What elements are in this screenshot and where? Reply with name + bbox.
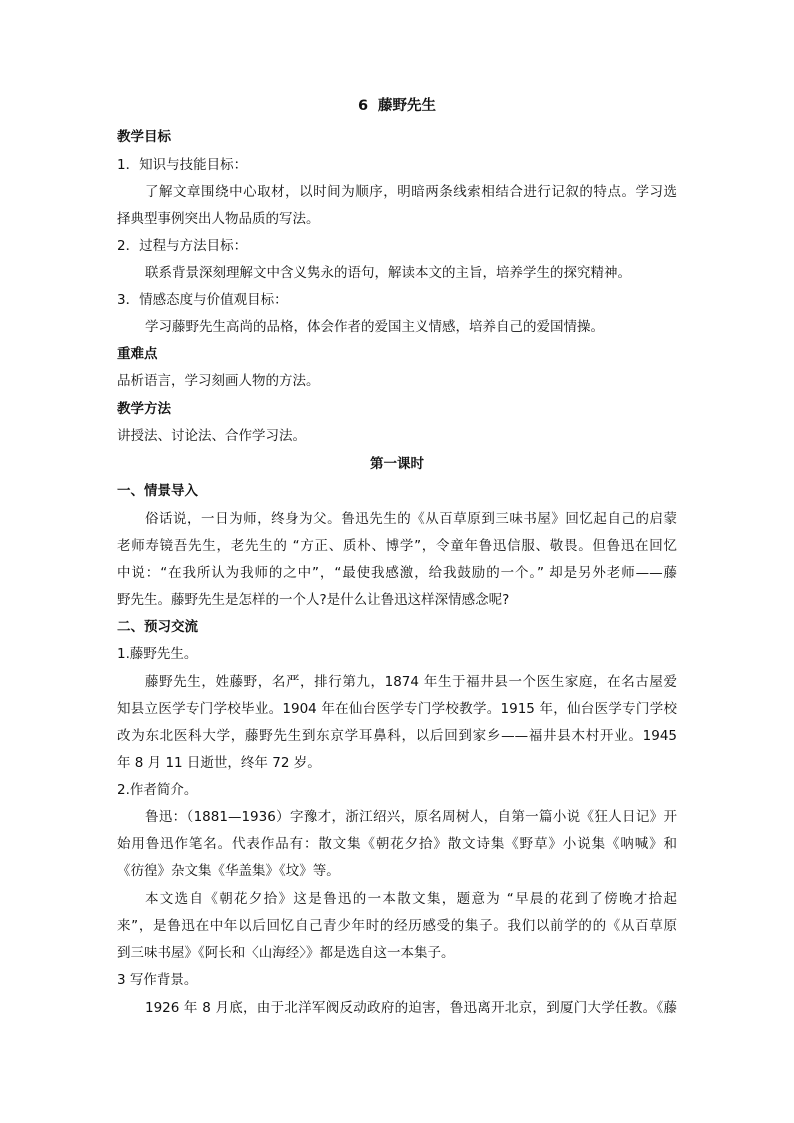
author-paragraph-line: 始用鲁迅作笔名。代表作品有：散文集《朝花夕拾》散文诗集《野草》小说集《呐喊》和 bbox=[117, 836, 677, 852]
fujino-paragraph-line: 改为东北医科大学，藤野先生到东京学耳鼻科，以后回到家乡——福井县木村开业。1945 bbox=[117, 728, 677, 744]
intro-paragraph-line: 野先生。藤野先生是怎样的一个人?是什么让鲁迅这样深情感念呢? bbox=[117, 592, 510, 608]
intro-paragraph-line: 俗话说，一日为师，终身为父。鲁迅先生的《从百草原到三味书屋》回忆起自己的启蒙 bbox=[145, 511, 677, 527]
author-subheading: 2.作者简介。 bbox=[117, 782, 198, 798]
fujino-paragraph-line: 年 8 月 11 日逝世，终年 72 岁。 bbox=[117, 755, 321, 771]
fujino-subheading: 1.藤野先生。 bbox=[117, 646, 198, 662]
objective-1-text-cont: 择典型事例突出人物品质的写法。 bbox=[117, 211, 320, 227]
source-paragraph-line: 来”，是鲁迅在中年以后回忆自己青少年时的经历感受的集子。我们以前学的的《从百草原 bbox=[117, 918, 677, 934]
fujino-paragraph-line: 知县立医学专门学校毕业。1904 年在仙台医学专门学校教学。1915 年，仙台医学专门学校 bbox=[117, 701, 677, 717]
background-paragraph-line: 1926 年 8 月底，由于北洋军阀反动政府的迫害，鲁迅离开北京，到厦门大学任教。《藤 bbox=[145, 1000, 677, 1016]
objective-2-label: 2．过程与方法目标： bbox=[117, 238, 248, 254]
objective-3-label: 3．情感态度与价值观目标： bbox=[117, 292, 288, 308]
methods-text: 讲授法、讨论法、合作学习法。 bbox=[117, 428, 306, 444]
fujino-paragraph-line: 藤野先生，姓藤野，名严，排行第九，1874 年生于福井县一个医生家庭，在名古屋爱 bbox=[145, 674, 677, 690]
source-paragraph-line: 本文选自《朝花夕拾》这是鲁迅的一本散文集，题意为 “早晨的花到了傍晚才拾起 bbox=[145, 891, 677, 907]
key-points-text: 品析语言，学习刻画人物的方法。 bbox=[117, 373, 320, 389]
first-period-heading: 第一课时 bbox=[370, 456, 424, 472]
source-paragraph-line: 到三味书屋》《阿长和〈山海经〉》都是选自这一本集子。 bbox=[117, 945, 455, 961]
methods-heading: 教学方法 bbox=[117, 401, 171, 417]
section-intro-heading: 一、情景导入 bbox=[117, 483, 198, 499]
key-points-heading: 重难点 bbox=[117, 346, 158, 362]
section-preview-heading: 二、预习交流 bbox=[117, 619, 198, 635]
objective-1-label: 1．知识与技能目标： bbox=[117, 157, 248, 173]
objective-2-text: 联系背景深刻理解文中含义隽永的语句，解读本文的主旨，培养学生的探究精神。 bbox=[145, 265, 631, 281]
objective-1-text: 了解文章围绕中心取材，以时间为顺序，明暗两条线索相结合进行记叙的特点。学习选 bbox=[145, 184, 677, 200]
objectives-heading: 教学目标 bbox=[117, 129, 171, 145]
objective-3-text: 学习藤野先生高尚的品格，体会作者的爱国主义情感，培养自己的爱国情操。 bbox=[145, 319, 604, 335]
lesson-title-text: 藤野先生 bbox=[378, 98, 437, 114]
author-paragraph-line: 《彷徨》杂文集《华盖集》《坟》等。 bbox=[117, 863, 340, 879]
author-paragraph-line: 鲁迅：（1881—1936）字豫才，浙江绍兴，原名周树人，自第一篇小说《狂人日记》开 bbox=[145, 809, 677, 825]
intro-paragraph-line: 中说：“在我所认为我师的之中”，“最使我感激，给我鼓励的一个。” 却是另外老师——藤 bbox=[117, 565, 677, 581]
lesson-title bbox=[117, 97, 677, 115]
background-subheading: 3 写作背景。 bbox=[117, 972, 198, 988]
intro-paragraph-line: 老师寿镜吾先生，老先生的 “方正、质朴、博学”，令童年鲁迅信服、敬畏。但鲁迅在回忆 bbox=[117, 538, 677, 554]
lesson-number: 6 bbox=[357, 98, 369, 114]
